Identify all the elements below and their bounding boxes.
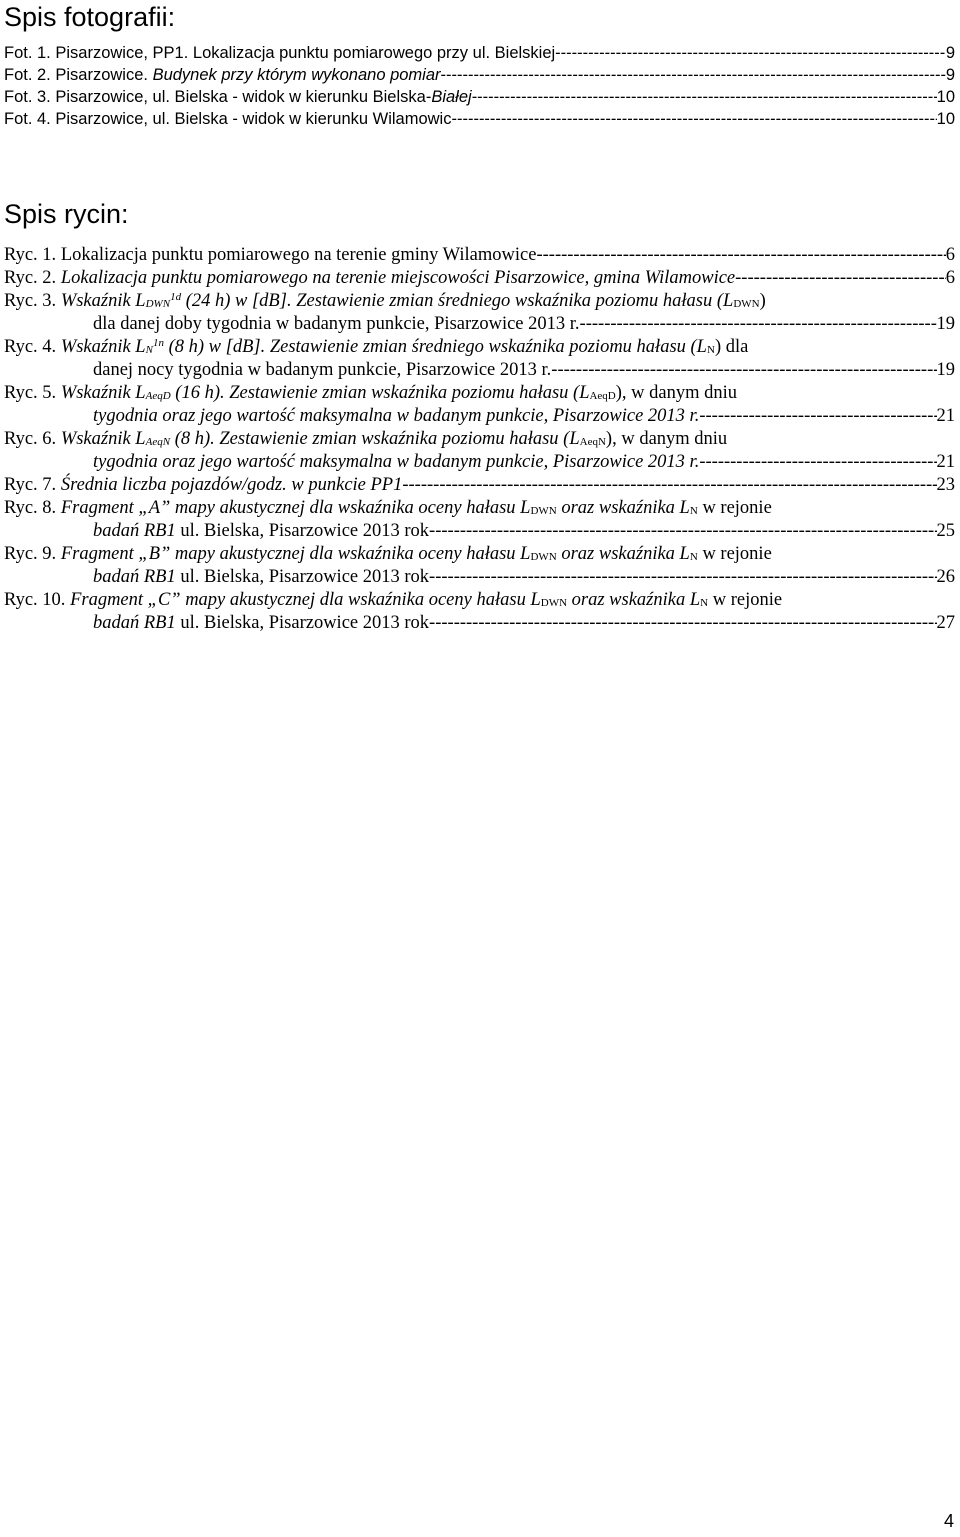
figure-label: Ryc. 9. (4, 544, 57, 564)
figure-title-line2: badań RB1 (93, 567, 176, 587)
figure-label: Ryc. 4. (4, 337, 57, 357)
figure-title-end: w rejonie (697, 498, 772, 518)
figure-title-line2: tygodnia oraz jego wartość maksymalna w badanym punkcie, Pisarzowice 2013 r. (93, 452, 700, 472)
figure-title-desc: . Zestawienie zmian wskaźnika poziomu hałasu (L (210, 429, 580, 449)
photo-entry-text: Fot. 1. Pisarzowice, PP1. Lokalizacja punktu pomiarowego przy ul. Bielskiej (4, 44, 556, 62)
figure-title: Wskaźnik L (56, 429, 146, 449)
figure-title-line2: tygodnia oraz jego wartość maksymalna w badanym punkcie, Pisarzowice 2013 r. (93, 406, 700, 426)
figure-title-line2-rest: ul. Bielska, Pisarzowice 2013 rok (175, 521, 430, 541)
figure-subscript: N (689, 505, 698, 517)
figure-subscript: N (689, 551, 698, 563)
figure-title: Wskaźnik L (56, 337, 146, 357)
figure-subscript: DWN (733, 298, 760, 310)
photo-entry-3 (4, 86, 960, 108)
figure-label: Ryc. 6. (4, 429, 57, 449)
figure-title-mid: oraz wskaźnika L (556, 498, 690, 518)
figure-subscript: AeqD (145, 390, 171, 402)
figure-entry-10 (4, 589, 960, 635)
figure-title-unit: (24 h) w [dB] (181, 291, 287, 311)
photo-entry-page: 10 (936, 110, 955, 128)
photo-entry-text: Fot. 2. Pisarzowice. (4, 66, 153, 84)
figure-title-end: ) dla (714, 337, 749, 357)
photo-entry-4 (4, 108, 960, 130)
figure-title: Fragment „B” mapy akustycznej dla wskaźnika oceny hałasu L (56, 544, 531, 564)
figure-subscript: N (145, 344, 153, 356)
figure-entry-5 (4, 382, 960, 428)
figure-page: 25 (936, 521, 955, 541)
figure-page: 6 (945, 245, 955, 265)
figure-page: 19 (936, 360, 955, 380)
figure-subscript: DWN (530, 551, 557, 563)
figure-superscript: 1n (152, 337, 164, 349)
figure-subscript: DWN (530, 505, 557, 517)
figure-title: Średnia liczba pojazdów/godz (56, 475, 283, 495)
figure-title-end: ), w danym dniu (615, 383, 738, 403)
figure-title: Fragment „C” mapy akustycznej dla wskaźnika oceny hałasu L (65, 590, 541, 610)
figure-label: Ryc. 10. (4, 590, 66, 610)
figure-page: 21 (936, 406, 955, 426)
figure-title-unit: (8 h) (170, 429, 211, 449)
figure-page: 27 (936, 613, 955, 633)
figure-title-line2: danej nocy tygodnia w badanym punkcie, Pisarzowice 2013 r. (93, 360, 552, 380)
figure-page: 26 (936, 567, 955, 587)
figure-label: Ryc. 7. (4, 475, 57, 495)
figure-title-desc: . Zestawienie zmian średniego wskaźnika poziomu hałasu (L (286, 291, 734, 311)
figure-title-line2-rest: ul. Bielska, Pisarzowice 2013 rok (175, 567, 430, 587)
figure-entry-4 (4, 336, 960, 382)
figure-superscript: 1d (170, 291, 182, 303)
figure-entry-7 (4, 474, 960, 497)
figure-label: Ryc. 5. (4, 383, 57, 403)
figure-page: 23 (936, 475, 955, 495)
figure-title-mid: oraz wskaźnika L (567, 590, 701, 610)
figure-label: Ryc. 2. (4, 268, 57, 288)
figure-title: Wskaźnik L (56, 383, 146, 403)
photo-entry-page: 9 (945, 66, 955, 84)
photos-heading: Spis fotografii: (4, 2, 176, 32)
figure-title-line2: badań RB1 (93, 521, 176, 541)
figure-entry-9 (4, 543, 960, 589)
figure-entry-3 (4, 290, 960, 336)
figure-title: Lokalizacja punktu pomiarowego na terenie gminy Wilamowice (56, 245, 537, 265)
figure-page: 19 (936, 314, 955, 334)
page-number: 4 (944, 1511, 955, 1531)
figure-title-end: w rejonie (708, 590, 783, 610)
figure-entry-6 (4, 428, 960, 474)
figure-title-unit: (16 h) (170, 383, 220, 403)
figure-title-end: w rejonie (697, 544, 772, 564)
figure-title: Fragment „A” mapy akustycznej dla wskaźnika oceny hałasu L (56, 498, 531, 518)
figure-subscript: AeqN (579, 436, 606, 448)
figure-label: Ryc. 8. (4, 498, 57, 518)
figure-title: Lokalizacja punktu pomiarowego na terenie miejscowości Pisarzowice, gmina Wilamowice (56, 268, 736, 288)
figure-title-mid: oraz wskaźnika L (556, 544, 690, 564)
photo-entry-page: 9 (945, 44, 955, 62)
figure-subscript: AeqN (145, 436, 171, 448)
photo-entry-page: 10 (936, 88, 955, 106)
photo-entry-text: Fot. 3. Pisarzowice, ul. Bielska - widok w kierunku Bielska- (4, 88, 432, 106)
figure-entry-2 (4, 267, 960, 290)
figure-subscript: N (700, 597, 709, 609)
figure-subscript: DWN (540, 597, 568, 609)
figure-title-end: ) (759, 291, 766, 311)
photo-entry-italic: Budynek przy którym wykonano pomiar (152, 66, 441, 84)
figure-page: 21 (936, 452, 955, 472)
figure-title-end: ), w danym dniu (605, 429, 728, 449)
figures-heading: Spis rycin: (4, 199, 129, 229)
figure-title: Wskaźnik L (56, 291, 146, 311)
figure-subscript: DWN (145, 298, 171, 310)
figure-title-line2: badań RB1 (93, 613, 176, 633)
photo-entry-2 (4, 64, 960, 86)
figure-title-unit: (8 h) w [dB] (163, 337, 261, 357)
figure-entry-1 (4, 244, 960, 267)
photo-entry-text: Fot. 4. Pisarzowice, ul. Bielska - widok w kierunku Wilamowic (4, 110, 452, 128)
figure-label: Ryc. 1. (4, 245, 57, 265)
figure-title-desc: . Zestawienie zmian wskaźnika poziomu hałasu (L (219, 383, 590, 403)
figure-title-line2: dla danej doby tygodnia w badanym punkcie, Pisarzowice 2013 r. (93, 314, 580, 334)
figure-title-end: . w punkcie PP1 (282, 475, 403, 495)
figure-entry-8 (4, 497, 960, 543)
photo-entry-1 (4, 42, 960, 64)
figure-title-line2-rest: ul. Bielska, Pisarzowice 2013 rok (175, 613, 430, 633)
figure-subscript: AeqD (589, 390, 616, 402)
figure-page: 6 (945, 268, 955, 288)
figure-label: Ryc. 3. (4, 291, 57, 311)
figure-subscript: N (706, 344, 715, 356)
figure-title-desc: . Zestawienie zmian średniego wskaźnika poziomu hałasu (L (260, 337, 707, 357)
photo-entry-italic: Białej (431, 88, 472, 106)
